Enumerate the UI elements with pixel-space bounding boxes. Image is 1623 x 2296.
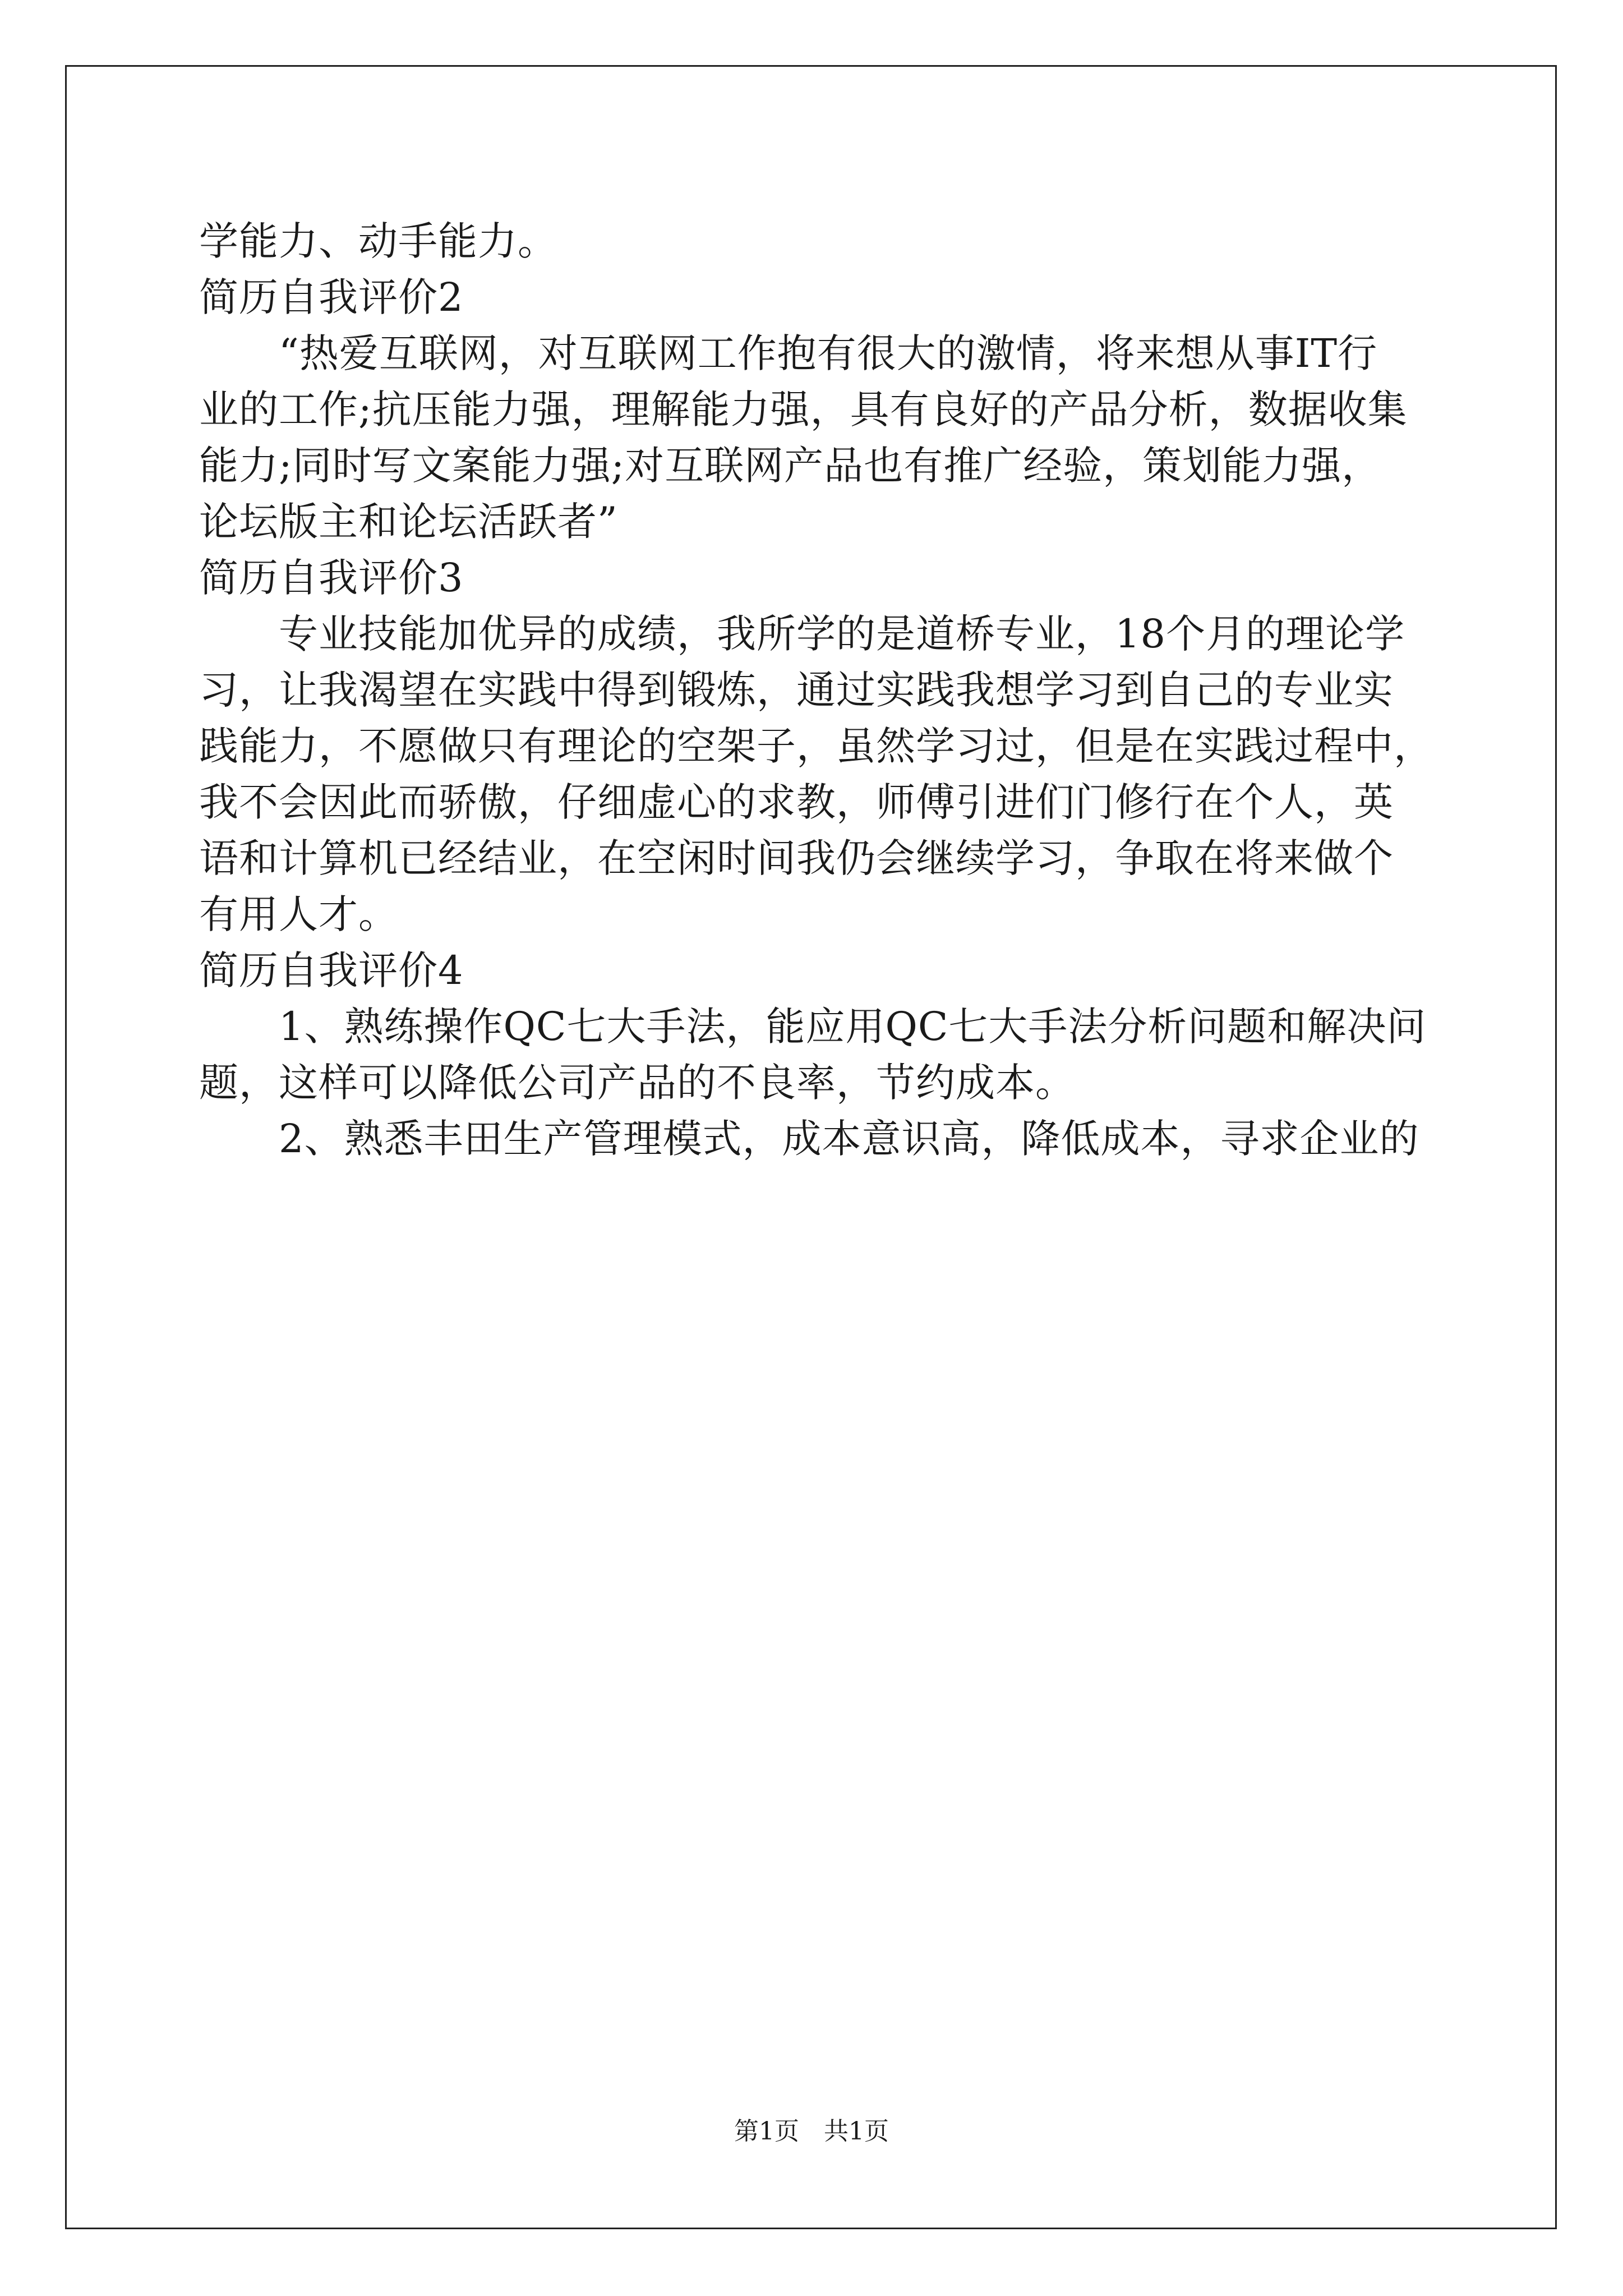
text-line: 语和计算机已经结业，在空闲时间我仍会继续学习，争取在将来做个 — [199, 835, 1394, 881]
text-line: 论坛版主和论坛活跃者” — [199, 499, 618, 545]
text-line: 我不会因此而骄傲，仔细虚心的求教，师傅引进们门修行在个人，英 — [199, 779, 1394, 825]
text-line: 学能力、动手能力。 — [199, 218, 557, 264]
section-heading: 简历自我评价2 — [199, 274, 464, 320]
section-heading: 简历自我评价3 — [199, 555, 464, 601]
text-line: 有用人才。 — [199, 891, 398, 937]
text-line: 题，这样可以降低公司产品的不良率，节约成本。 — [199, 1060, 1075, 1106]
text-line: 1、熟练操作QC七大手法，能应用QC七大手法分析问题和解决问 — [199, 1004, 1427, 1050]
section-heading: 简历自我评价4 — [199, 947, 464, 993]
text-line: “热爱互联网，对互联网工作抱有很大的激情，将来想从事IT行 — [199, 330, 1378, 376]
text-line: 习，让我渴望在实践中得到锻炼，通过实践我想学习到自己的专业实 — [199, 667, 1394, 713]
text-line: 业的工作;抗压能力强，理解能力强，具有良好的产品分析，数据收集 — [199, 386, 1408, 432]
text-line: 能力;同时写文案能力强;对互联网产品也有推广经验，策划能力强， — [199, 443, 1382, 489]
document-body — [199, 213, 1433, 1167]
text-line: 践能力，不愿做只有理论的空架子，虽然学习过，但是在实践过程中， — [199, 723, 1433, 769]
text-line: 专业技能加优异的成绩，我所学的是道桥专业，18个月的理论学 — [199, 611, 1405, 657]
page-footer: 第1页 共1页 — [734, 2117, 889, 2146]
text-line: 2、熟悉丰田生产管理模式，成本意识高，降低成本，寻求企业的 — [199, 1116, 1419, 1162]
